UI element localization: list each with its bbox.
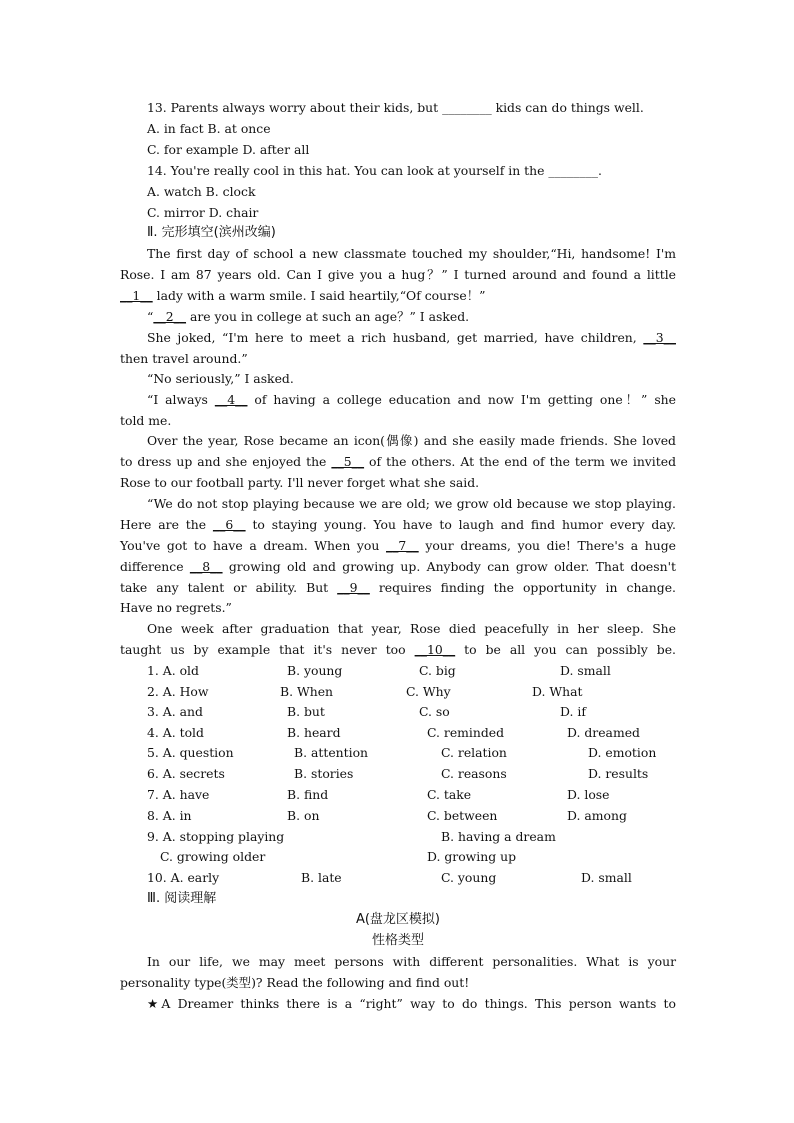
options-row-4 bbox=[147, 722, 676, 743]
option-cell: 6. A. secrets bbox=[147, 766, 225, 781]
option-cell: B. on bbox=[287, 808, 320, 823]
option-cell: 5. A. question bbox=[147, 745, 234, 760]
option-cell: B. When bbox=[280, 684, 334, 699]
cloze-line: “We do not stop playing because we are old; we grow old because we stop playing. bbox=[147, 496, 676, 511]
cloze-line: She joked, “I'm here to meet a rich husband, get married, have children, __3__ bbox=[147, 330, 676, 345]
question-14-options-2: C. mirror D. chair bbox=[147, 205, 259, 220]
cloze-line: taught us by example that it's never too __10__ to be all you can possibly be. bbox=[120, 642, 676, 657]
options-row-10 bbox=[147, 867, 676, 888]
section-heading-reading: Ⅲ. 阅读理解 bbox=[147, 891, 217, 906]
option-cell: D. What bbox=[532, 684, 583, 699]
blank-1: __1__ bbox=[120, 288, 153, 303]
reading-line: ★A Dreamer thinks there is a “right” way to do things. This person wants to bbox=[147, 996, 676, 1011]
blank-10: __10__ bbox=[414, 642, 456, 657]
cloze-line: Here are the __6__ to staying young. You have to laugh and find humor every day. bbox=[120, 517, 676, 532]
option-cell: 1. A. old bbox=[147, 663, 199, 678]
question-13-options-2: C. for example D. after all bbox=[147, 142, 310, 157]
option-cell: D. small bbox=[581, 870, 632, 885]
options-row-9b bbox=[147, 846, 676, 867]
cloze-line: “I always __4__ of having a college education and now I'm getting one！” she bbox=[147, 392, 676, 407]
cloze-line: One week after graduation that year, Rose died peacefully in her sleep. She bbox=[147, 621, 676, 636]
cloze-line: then travel around.” bbox=[120, 351, 248, 366]
option-cell: B. attention bbox=[294, 745, 369, 760]
cloze-line: difference __8__ growing old and growing up. Anybody can grow older. That doesn't bbox=[120, 559, 676, 574]
option-cell: C. so bbox=[419, 704, 450, 719]
option-cell: B. late bbox=[301, 870, 342, 885]
cloze-line: The first day of school a new classmate touched my shoulder,“Hi, handsome! I'm bbox=[147, 246, 676, 261]
blank-2: __2__ bbox=[153, 309, 187, 324]
passage-title: 性格类型 bbox=[371, 933, 424, 948]
option-cell: 4. A. told bbox=[147, 725, 204, 740]
option-cell: D. lose bbox=[567, 787, 610, 802]
option-cell: 2. A. How bbox=[147, 684, 209, 699]
option-cell: D. small bbox=[560, 663, 611, 678]
option-cell: B. but bbox=[287, 704, 325, 719]
cloze-line: You've got to have a dream. When you __7__ your dreams, you die! There's a huge bbox=[120, 538, 676, 553]
question-14: 14. You're really cool in this hat. You can look at yourself in the ________. bbox=[147, 163, 602, 178]
option-cell: D. if bbox=[560, 704, 586, 719]
option-cell: 10. A. early bbox=[147, 870, 220, 885]
cloze-line: to dress up and she enjoyed the __5__ of the others. At the end of the term we invited bbox=[120, 454, 677, 469]
cloze-line: take any talent or ability. But __9__ requires finding the opportunity in change. bbox=[120, 580, 676, 595]
passage-source: A(盘龙区模拟) bbox=[355, 912, 441, 927]
cloze-line: Over the year, Rose became an icon(偶像) and she easily made friends. She loved bbox=[147, 433, 676, 448]
blank-9: __9__ bbox=[337, 580, 370, 595]
cloze-line: told me. bbox=[120, 413, 172, 428]
options-row-9 bbox=[147, 826, 676, 847]
options-row-5 bbox=[147, 742, 676, 763]
question-13: 13. Parents always worry about their kids, but ________ kids can do things well. bbox=[147, 100, 644, 115]
option-cell: C. Why bbox=[406, 684, 451, 699]
option-cell: B. heard bbox=[287, 725, 341, 740]
option-cell: C. reminded bbox=[427, 725, 505, 740]
option-cell: C. growing older bbox=[160, 849, 266, 864]
cloze-line: __1__ lady with a warm smile. I said heartily,“Of course！” bbox=[120, 288, 486, 303]
option-cell: 7. A. have bbox=[147, 787, 210, 802]
option-cell: 9. A. stopping playing bbox=[147, 829, 285, 844]
option-cell: B. find bbox=[287, 787, 329, 802]
option-cell: C. reasons bbox=[441, 766, 507, 781]
section-heading-cloze: Ⅱ. 完形填空(滨州改编) bbox=[147, 225, 276, 240]
cloze-line: Rose to our football party. I'll never forget what she said. bbox=[120, 475, 480, 490]
option-cell: C. big bbox=[419, 663, 456, 678]
option-cell: B. stories bbox=[294, 766, 354, 781]
cloze-line: Rose. I am 87 years old. Can I give you a hug？” I turned around and found a little bbox=[120, 267, 676, 282]
reading-line: In our life, we may meet persons with different personalities. What is your bbox=[147, 954, 676, 969]
cloze-line: “__2__ are you in college at such an age？” I asked. bbox=[147, 309, 470, 324]
option-cell: 8. A. in bbox=[147, 808, 192, 823]
options-row-6 bbox=[147, 763, 676, 784]
option-cell: D. growing up bbox=[427, 849, 517, 864]
options-row-7 bbox=[147, 784, 676, 805]
options-row-3 bbox=[147, 701, 676, 722]
blank-5: __5__ bbox=[331, 454, 365, 469]
option-cell: D. dreamed bbox=[567, 725, 640, 740]
options-row-2 bbox=[147, 681, 676, 702]
options-row-8 bbox=[147, 805, 676, 826]
option-cell: C. young bbox=[441, 870, 497, 885]
blank-4: __4__ bbox=[214, 392, 248, 407]
option-cell: B. young bbox=[287, 663, 343, 678]
option-cell: C. between bbox=[427, 808, 498, 823]
question-14-options-1: A. watch B. clock bbox=[147, 184, 256, 199]
question-13-options-1: A. in fact B. at once bbox=[147, 121, 271, 136]
option-cell: 3. A. and bbox=[147, 704, 203, 719]
options-row-1 bbox=[147, 660, 676, 681]
cloze-line: “No seriously,” I asked. bbox=[147, 371, 294, 386]
option-cell: C. take bbox=[427, 787, 472, 802]
blank-6: __6__ bbox=[212, 517, 246, 532]
option-cell: C. relation bbox=[441, 745, 507, 760]
reading-line: personality type(类型)? Read the following and find out! bbox=[120, 975, 470, 990]
option-cell: B. having a dream bbox=[441, 829, 556, 844]
blank-3: __3__ bbox=[643, 330, 676, 345]
cloze-line: Have no regrets.” bbox=[120, 600, 232, 615]
blank-7: __7__ bbox=[386, 538, 419, 553]
option-cell: D. among bbox=[567, 808, 627, 823]
blank-8: __8__ bbox=[189, 559, 223, 574]
option-cell: D. emotion bbox=[588, 745, 657, 760]
option-cell: D. results bbox=[588, 766, 649, 781]
